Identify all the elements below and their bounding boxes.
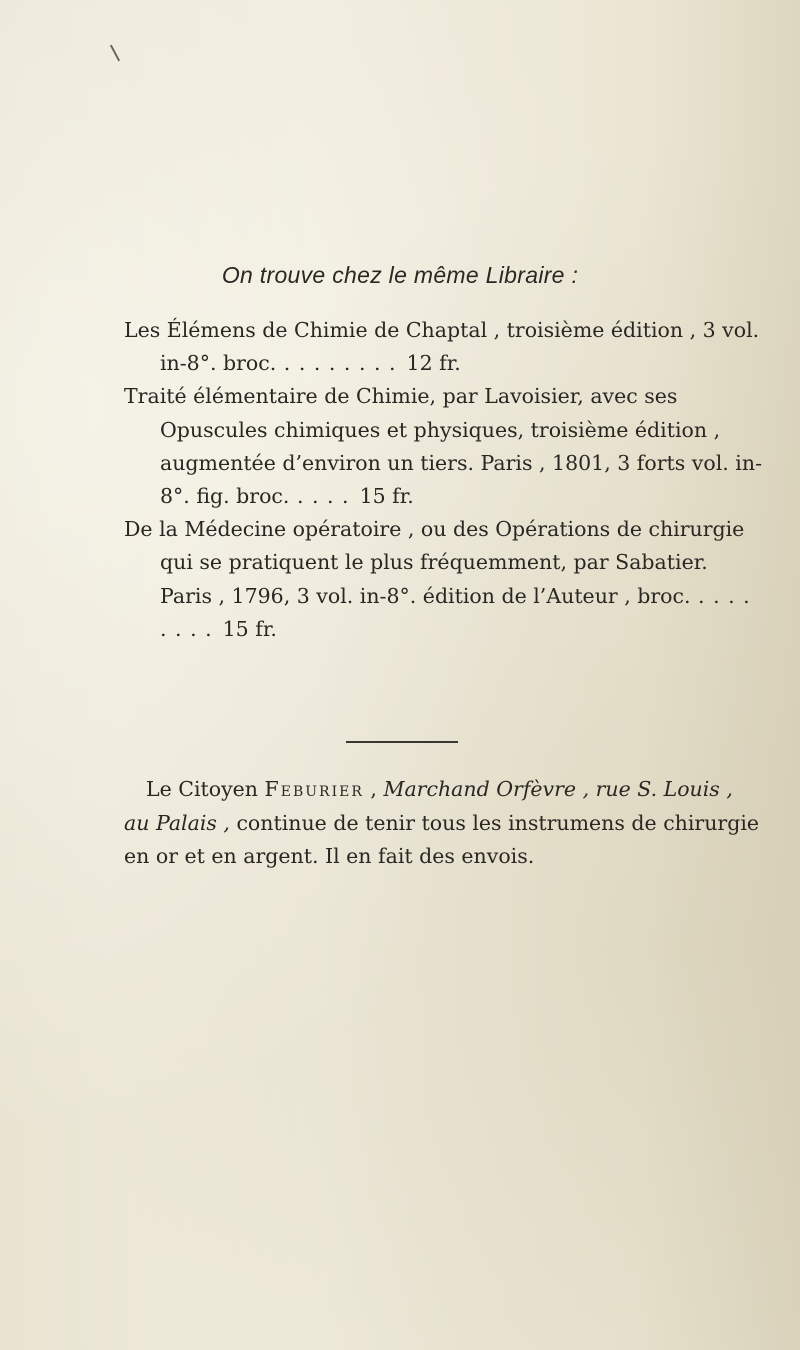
notice-body: continue de tenir tous les instrumens de chirurgie en or et en argent. Il en fait des envois.	[124, 810, 760, 868]
merchant-notice	[124, 773, 764, 874]
section-divider	[346, 741, 458, 743]
entry-text: Les Élémens de Chimie de Chaptal , troisième édition , 3 vol. in-8°. broc.	[124, 318, 760, 376]
entry-leader-dots: . . . .	[289, 484, 350, 509]
book-entry-chaptal	[124, 314, 764, 380]
entry-leader-dots: . . . . . . . .	[160, 583, 751, 641]
notice-prefix: Le Citoyen	[146, 777, 265, 801]
margin-mark	[110, 45, 120, 62]
book-list	[124, 314, 764, 646]
book-entry-lavoisier	[124, 380, 764, 513]
entry-price: 15 fr.	[222, 616, 277, 641]
book-entry-sabatier	[124, 513, 764, 646]
merchant-trade-address: Marchand Orfèvre , rue S. Louis , au Palais ,	[124, 777, 733, 835]
entry-leader-dots: . . . . . . . .	[276, 351, 397, 376]
merchant-name: Feburier	[264, 777, 364, 801]
entry-price: 12 fr.	[406, 351, 461, 376]
entry-text: Traité élémentaire de Chimie, par Lavoisier, avec ses Opuscules chimiques et physiques, troisième édition , augmentée d’environ un tiers. Paris , 1801, 3 forts vol. in-8°. fig. broc.	[124, 384, 762, 509]
page-heading: On trouve chez le même Libraire :	[221, 262, 579, 288]
entry-price: 15 fr.	[359, 484, 414, 509]
entry-text: De la Médecine opératoire , ou des Opérations de chirurgie qui se pratiquent le plus fréquemment, par Sabatier. Paris , 1796, 3 vol. in-8°. édition de l’Auteur , broc.	[124, 517, 745, 608]
notice-separator: ,	[363, 777, 384, 801]
